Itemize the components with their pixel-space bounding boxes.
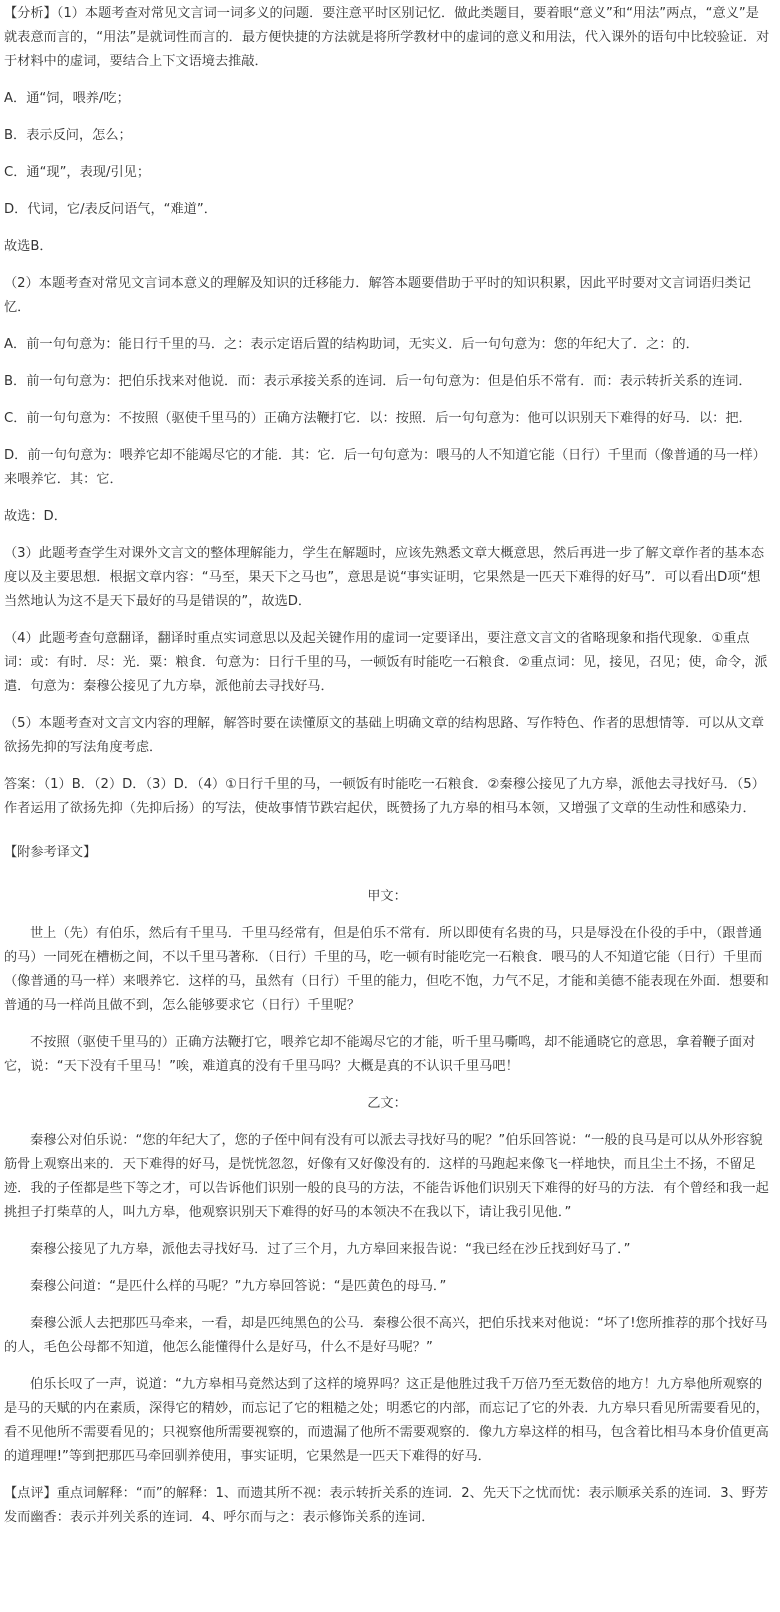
text-a-paragraph: 不按照（驱使千里马的）正确方法鞭打它，喂养它却不能竭尽它的才能，听千里马嘶鸣，却不能通晓它的意思，拿着鞭子面对它，说：“天下没有千里马！”唉，难道真的没有千里马吗？大概是真的不认识千里马吧！ <box>4 1035 756 1074</box>
analysis-intro: 【分析】（1）本题考查对常见文言词一词多义的问题．要注意平时区别记忆．做此类题目，要着眼“意义”和“用法”两点，“意义”是就表意而言的，“用法”是就词性而言的．最方便快捷的方法就是将所学教材中的虚词的意义和用法，代入课外的语句中比较验证．对于材料中的虚词，要结合上下文语境去推敲． <box>4 6 770 69</box>
q1-option-c: C．通“现”，表现/引见； <box>4 165 151 180</box>
q2-answer: 故选：D． <box>4 509 67 524</box>
answer-summary: 答案：（1）B．（2）D．（3）D．（4）①日行千里的马，一顿饭有时能吃一石粮食．②秦穆公接见了九方皋，派他去寻找好马．（5）作者运用了欲扬先抑（先抑后扬）的写法，使故事情节跌宕起伏，既赞扬了九方皋的相马本领，又增强了文章的生动性和感染力． <box>4 777 765 816</box>
q2-option-c: C．前一句句意为：不按照（驱使千里马的）正确方法鞭打它．以：按照．后一句句意为：他可以识别天下难得的好马．以：把． <box>4 411 752 426</box>
text-b-paragraph: 秦穆公接见了九方皋，派他去寻找好马．过了三个月，九方皋回来报告说：“我已经在沙丘找到好马了．” <box>30 1242 631 1257</box>
text-a-title: 甲文： <box>367 889 407 904</box>
text-a-paragraph: 世上（先）有伯乐，然后有千里马．千里马经常有，但是伯乐不常有．所以即使有名贵的马，只是辱没在仆役的手中，（跟普通的马）一同死在槽枥之间，不以千里马著称．（日行）千里的马，吃一顿有时能吃完一石粮食．喂马的人不知道它能（日行）千里而（像普通的马一样）来喂养它．这样的马，虽然有（日行）千里的能力，但吃不饱，力气不足，才能和美德不能表现在外面．想要和普通的马一样尚且做不到，怎么能够要求它（日行）千里呢？ <box>4 926 769 1013</box>
q1-option-d: D．代词，它/表反问语气，“难道”． <box>4 202 217 217</box>
q1-option-b: B．表示反问，怎么； <box>4 128 132 143</box>
q2-option-a: A．前一句句意为：能日行千里的马．之：表示定语后置的结构助词，无实义．后一句句意为：您的年纪大了．之：的． <box>4 337 699 352</box>
q1-option-a: A．通“饲，喂养/吃； <box>4 91 130 106</box>
q5-analysis: （5）本题考查对文言文内容的理解，解答时要在读懂原文的基础上明确文章的结构思路、写作特色、作者的思想情等．可以从文章欲扬先抑的写法角度考虑． <box>4 716 765 755</box>
text-b-paragraph: 秦穆公问道：“是匹什么样的马呢？”九方皋回答说：“是匹黄色的母马．” <box>30 1279 447 1294</box>
text-b-paragraph: 秦穆公派人去把那匹马牵来，一看，却是匹纯黑色的公马．秦穆公很不高兴，把伯乐找来对他说：“坏了!您所推荐的那个找好马的人，毛色公母都不知道，他怎么能懂得什么是好马，什么不是好马呢？” <box>4 1316 768 1355</box>
q1-answer: 故选B． <box>4 239 53 254</box>
q2-intro: （2）本题考查对常见文言词本意义的理解及知识的迁移能力．解答本题要借助于平时的知识积累，因此平时要对文言词语归类记忆． <box>4 276 751 315</box>
translation-header: 【附参考译文】 <box>4 845 97 860</box>
q2-option-b: B．前一句句意为：把伯乐找来对他说．而：表示承接关系的连词．后一句句意为：但是伯乐不常有．而：表示转折关系的连词． <box>4 374 752 389</box>
q3-analysis: （3）此题考查学生对课外文言文的整体理解能力，学生在解题时，应该先熟悉文章大概意思，然后再进一步了解文章作者的基本态度以及主要思想．根据文章内容：“马至，果天下之马也”，意思是说“事实证明，它果然是一匹天下难得的好马”．可以看出D项“想当然地认为这不是天下最好的马是错误的”，故选D． <box>4 546 765 609</box>
q4-analysis: （4）此题考查句意翻译，翻译时重点实词意思以及起关键作用的虚词一定要译出，要注意文言文的省略现象和指代现象．①重点词：或：有时．尽：光．粟：粮食．句意为：日行千里的马，一顿饭有时能吃一石粮食．②重点词：见，接见，召见；使，命令，派遣．句意为：秦穆公接见了九方皋，派他前去寻找好马． <box>4 631 768 694</box>
comment: 【点评】重点词解释：“而”的解释：1、而遗其所不视：表示转折关系的连词．2、先天下之忧而忧：表示顺承关系的连词．3、野芳发而幽香：表示并列关系的连词．4、呼尔而与之：表示修饰关系的连词． <box>4 1486 769 1525</box>
text-b-paragraph: 秦穆公对伯乐说：“您的年纪大了，您的子侄中间有没有可以派去寻找好马的呢？”伯乐回答说：“一般的良马是可以从外形容貌筋骨上观察出来的．天下难得的好马，是恍恍忽忽，好像有又好像没有的．这样的马跑起来像飞一样地快，而且尘土不扬，不留足迹．我的子侄都是些下等之才，可以告诉他们识别一般的良马的方法，不能告诉他们识别天下难得的好马的方法．有个曾经和我一起挑担子打柴草的人，叫九方皋，他观察识别天下难得的好马的本领决不在我以下，请让我引见他．” <box>4 1133 769 1220</box>
text-b-paragraph: 伯乐长叹了一声，说道：“九方皋相马竟然达到了这样的境界吗？这正是他胜过我千万倍乃至无数倍的地方！九方皋他所观察的是马的天赋的内在素质，深得它的精妙，而忘记了它的粗糙之处；明悉它的内部，而忘记了它的外表．九方皋只看见所需要看见的，看不见他所不需要看见的；只视察他所需要视察的，而遗漏了他所不需要观察的．像九方皋这样的相马，包含着比相马本身价值更高的道理哩!”等到把那匹马牵回驯养使用，事实证明，它果然是一匹天下难得的好马． <box>4 1377 769 1464</box>
q2-option-d: D．前一句句意为：喂养它却不能竭尽它的才能．其：它．后一句句意为：喂马的人不知道它能（日行）千里而（像普通的马一样）来喂养它．其：它． <box>4 448 766 487</box>
text-b-title: 乙文： <box>367 1096 407 1111</box>
